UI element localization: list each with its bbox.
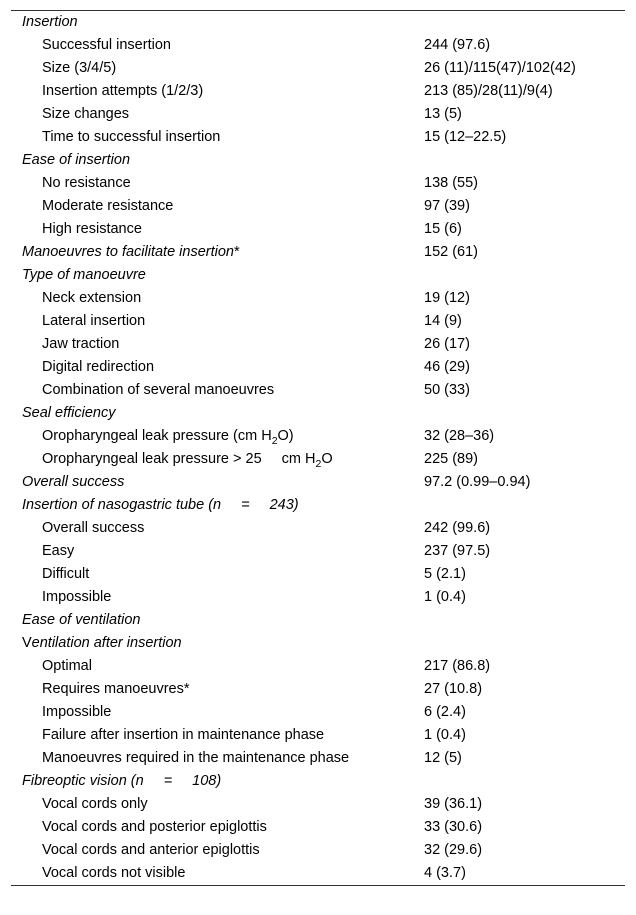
section-label (22, 152, 130, 168)
section-label (22, 612, 141, 628)
label-text: Successful insertion (42, 37, 171, 53)
row-value: 237 (97.5) (424, 543, 491, 559)
label-text: = (241, 497, 250, 513)
table-row (11, 333, 625, 356)
label-text: Moderate resistance (42, 198, 174, 214)
row-value: 217 (86.8) (424, 658, 491, 674)
row-value: 152 (61) (424, 244, 479, 260)
row-label (42, 750, 349, 766)
label-text: Seal efficiency (22, 405, 116, 421)
label-text: Ease of insertion (22, 152, 131, 168)
section-label (22, 474, 124, 490)
row-value: 97 (39) (424, 198, 470, 214)
row-label (42, 129, 220, 145)
label-text: Vocal cords and anterior epiglottis (42, 842, 260, 858)
label-text: = (163, 773, 173, 789)
row-value: 1 (0.4) (424, 589, 466, 605)
label-text: Type of manoeuvre (22, 267, 146, 283)
table-row (11, 264, 625, 287)
row-label (42, 658, 92, 674)
section-label (22, 244, 240, 260)
section-label (22, 497, 299, 513)
section-label (22, 635, 182, 651)
subscript: 2 (315, 458, 322, 470)
row-label (42, 106, 129, 122)
table-row (11, 126, 625, 149)
label-text: entilation after insertion (31, 635, 182, 651)
table-row (11, 494, 625, 517)
label-text: Fibreoptic vision (n (22, 773, 144, 789)
label-text: Manoeuvres required in the maintenance phase (42, 750, 350, 766)
table-row (11, 609, 625, 632)
row-value: 244 (97.6) (424, 37, 491, 53)
label-text: Oropharyngeal leak pressure (cm H (42, 428, 272, 444)
row-value: 138 (55) (424, 175, 479, 191)
row-label (42, 83, 203, 99)
row-label (42, 359, 154, 375)
table-row (11, 287, 625, 310)
table-row (11, 862, 625, 885)
row-label (42, 566, 89, 582)
label-text: Jaw traction (42, 336, 120, 352)
label-text: Impossible (42, 704, 112, 720)
row-value: 213 (85)/28(11)/9(4) (424, 83, 553, 99)
label-text: Combination of several manoeuvres (42, 382, 275, 398)
label-text: Insertion of nasogastric tube (n (22, 497, 222, 513)
label-text: Oropharyngeal leak pressure > 25 (42, 451, 262, 467)
table-row (11, 448, 625, 471)
row-label (42, 520, 144, 536)
row-value: 15 (12–22.5) (424, 129, 507, 145)
table-row (11, 195, 625, 218)
row-value: 5 (2.1) (424, 566, 466, 582)
row-label (42, 842, 260, 858)
table-row (11, 172, 625, 195)
table-row (11, 425, 625, 448)
row-value: 242 (99.6) (424, 520, 491, 536)
label-text: Failure after insertion in maintenance phase (42, 727, 325, 743)
row-label (42, 819, 267, 835)
label-text: Insertion attempts (1/2/3) (42, 83, 204, 99)
row-value: 19 (12) (424, 290, 470, 306)
label-text: Impossible (42, 589, 112, 605)
row-value: 14 (9) (424, 313, 462, 329)
table-row (11, 540, 625, 563)
table-row (11, 586, 625, 609)
table-row (11, 563, 625, 586)
table-row (11, 724, 625, 747)
label-text: O) (277, 428, 294, 444)
row-label (42, 865, 185, 881)
label-text: 243) (269, 497, 299, 513)
row-value: 33 (30.6) (424, 819, 483, 835)
table-row (11, 241, 625, 264)
row-label (42, 451, 333, 470)
row-value: 13 (5) (424, 106, 462, 122)
table-row (11, 816, 625, 839)
row-value: 225 (89) (424, 451, 479, 467)
section-label (22, 267, 146, 283)
table-row (11, 701, 625, 724)
row-value: 6 (2.4) (424, 704, 466, 720)
row-label (42, 60, 116, 76)
table-row (11, 471, 625, 494)
table-row (11, 770, 625, 793)
label-text: Lateral insertion (42, 313, 146, 329)
label-text: Size (3/4/5) (42, 60, 117, 76)
label-text: Difficult (42, 566, 90, 582)
table-row (11, 632, 625, 655)
row-value: 46 (29) (424, 359, 470, 375)
row-label (42, 336, 119, 352)
results-table (11, 10, 625, 886)
table-row (11, 149, 625, 172)
table-row (11, 839, 625, 862)
label-text: Time to successful insertion (42, 129, 221, 145)
row-label (42, 290, 141, 306)
table-row (11, 57, 625, 80)
label-text: Vocal cords and posterior epiglottis (42, 819, 267, 835)
table-row (11, 11, 625, 34)
row-value: 26 (17) (424, 336, 470, 352)
row-value: 15 (6) (424, 221, 462, 237)
table-row (11, 655, 625, 678)
table-row (11, 747, 625, 770)
label-text: Neck extension (42, 290, 142, 306)
label-text: High resistance (42, 221, 142, 237)
label-text: Vocal cords not visible (42, 865, 186, 881)
table-row (11, 356, 625, 379)
section-label (22, 773, 221, 789)
label-text: Optimal (42, 658, 92, 674)
table-row (11, 678, 625, 701)
row-label (42, 221, 142, 237)
row-label (42, 175, 131, 191)
row-label (42, 428, 294, 447)
label-text: No resistance (42, 175, 131, 191)
row-value: 32 (29.6) (424, 842, 483, 858)
label-text: Digital redirection (42, 359, 155, 375)
row-label (42, 796, 148, 812)
label-text: Size changes (42, 106, 130, 122)
label-text: cm H (281, 451, 316, 467)
row-value: 50 (33) (424, 382, 470, 398)
section-label (22, 14, 78, 30)
row-value: 1 (0.4) (424, 727, 466, 743)
label-text: Overall success (42, 520, 145, 536)
table-row (11, 517, 625, 540)
row-label (42, 589, 111, 605)
row-value: 27 (10.8) (424, 681, 483, 697)
label-text: Easy (42, 543, 75, 559)
row-value: 4 (3.7) (424, 865, 466, 881)
table-row (11, 34, 625, 57)
row-label (42, 681, 190, 697)
label-text: Overall success (22, 474, 125, 490)
row-value: 12 (5) (424, 750, 462, 766)
row-label (42, 704, 111, 720)
subscript: 2 (271, 435, 278, 447)
label-text: Vocal cords only (42, 796, 148, 812)
table-row (11, 103, 625, 126)
footnote-mark: * (233, 244, 240, 260)
row-value: 32 (28–36) (424, 428, 495, 444)
label-text: Insertion (22, 14, 78, 30)
table-row (11, 793, 625, 816)
label-text: V (22, 635, 32, 651)
row-value: 39 (36.1) (424, 796, 483, 812)
table-row (11, 402, 625, 425)
label-text: O (321, 451, 333, 467)
label-text: 108) (192, 773, 222, 789)
row-label (42, 727, 324, 743)
row-label (42, 543, 74, 559)
label-text: Manoeuvres to facilitate insertion (22, 244, 234, 260)
table-row (11, 80, 625, 103)
row-label (42, 313, 145, 329)
row-label (42, 382, 274, 398)
row-value: 97.2 (0.99–0.94) (424, 474, 531, 490)
table-row (11, 218, 625, 241)
table-row (11, 310, 625, 333)
table-row (11, 379, 625, 402)
row-value: 26 (11)/115(47)/102(42) (424, 60, 576, 76)
row-label (42, 37, 171, 53)
label-text: Requires manoeuvres* (42, 681, 190, 697)
label-text: Ease of ventilation (22, 612, 141, 628)
row-label (42, 198, 173, 214)
section-label (22, 405, 116, 421)
